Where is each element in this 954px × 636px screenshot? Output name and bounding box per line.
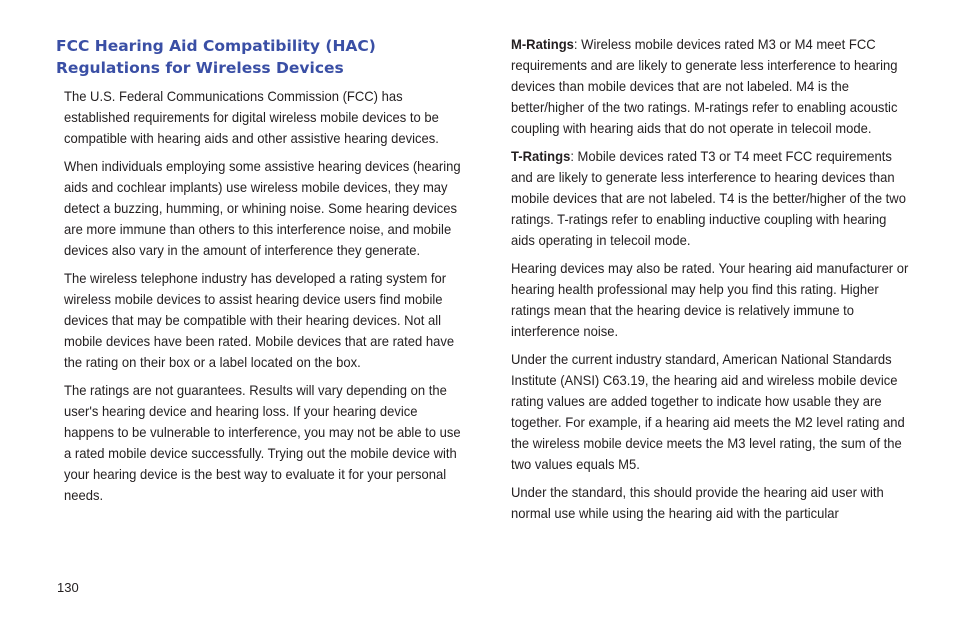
right-column: [511, 34, 911, 531]
m-ratings-paragraph: [511, 34, 911, 139]
section-heading: [56, 35, 476, 79]
heading-line-2: Regulations for Wireless Devices: [56, 59, 344, 77]
rating-system-paragraph: The wireless telephone industry has developed a rating system for wireless mobile devices to assist hearing device users find mobile devices that may be compatible with their hearing devices. Not all mobile devices have been rated. Mobile devices that are rated have the rating on their box or a label located on the box.: [64, 270, 455, 370]
intro-paragraph: The U.S. Federal Communications Commission (FCC) has established requirements for digital wireless mobile devices to be compatible with hearing aids and other assistive hearing devices.: [64, 88, 439, 146]
m-ratings-text: : Wireless mobile devices rated M3 or M4 meet FCC requirements and are likely to generate less interference to hearing devices than mobile devices that are not labeled. M4 is the better/higher of the two ratings. M-ratings refer to enabling acoustic coupling with hearing aids that do not operate in telecoil mode.: [511, 36, 898, 136]
hearing-device-rating-paragraph: Hearing devices may also be rated. Your hearing aid manufacturer or hearing health professional may help you find this rating. Higher ratings mean that the hearing device is relatively immune to interference noise.: [511, 260, 909, 339]
interference-paragraph: When individuals employing some assistive hearing devices (hearing aids and cochlear implants) use wireless mobile devices, they may detect a buzzing, humming, or whining noise. Some hearing devices are more immune than others to this interference noise, and mobile devices also vary in the amount of interference they generate.: [64, 158, 461, 258]
guarantee-paragraph: The ratings are not guarantees. Results will vary depending on the user's hearing device and hearing loss. If your hearing device happens to be vulnerable to interference, you may not be able to use a rated mobile device successfully. Trying out the mobile device with your hearing device is the best way to evaluate it for your personal needs.: [64, 382, 461, 503]
heading-line-1: FCC Hearing Aid Compatibility (HAC): [56, 37, 376, 55]
ansi-standard-paragraph: Under the current industry standard, American National Standards Institute (ANSI) C63.19, the hearing aid and wireless mobile device rating values are added together to indicate how usable they are together. For example, if a hearing aid meets the M2 level rating and the wireless mobile device meets the M3 level rating, the sum of the two values equals M5.: [511, 351, 905, 472]
m-ratings-term: M-Ratings: [511, 36, 574, 52]
t-ratings-text: : Mobile devices rated T3 or T4 meet FCC requirements and are likely to generate less interference to hearing devices than mobile devices that are not labeled. T4 is the better/higher of the two ratings. T-ratings refer to enabling inductive coupling with hearing aids operating in telecoil mode.: [511, 148, 906, 248]
standard-use-paragraph: Under the standard, this should provide the hearing aid user with normal use while using the hearing aid with the particular: [511, 484, 884, 521]
page-number: 130: [57, 580, 79, 595]
t-ratings-term: T-Ratings: [511, 148, 571, 164]
t-ratings-paragraph: [511, 146, 911, 251]
left-column: [64, 86, 464, 513]
